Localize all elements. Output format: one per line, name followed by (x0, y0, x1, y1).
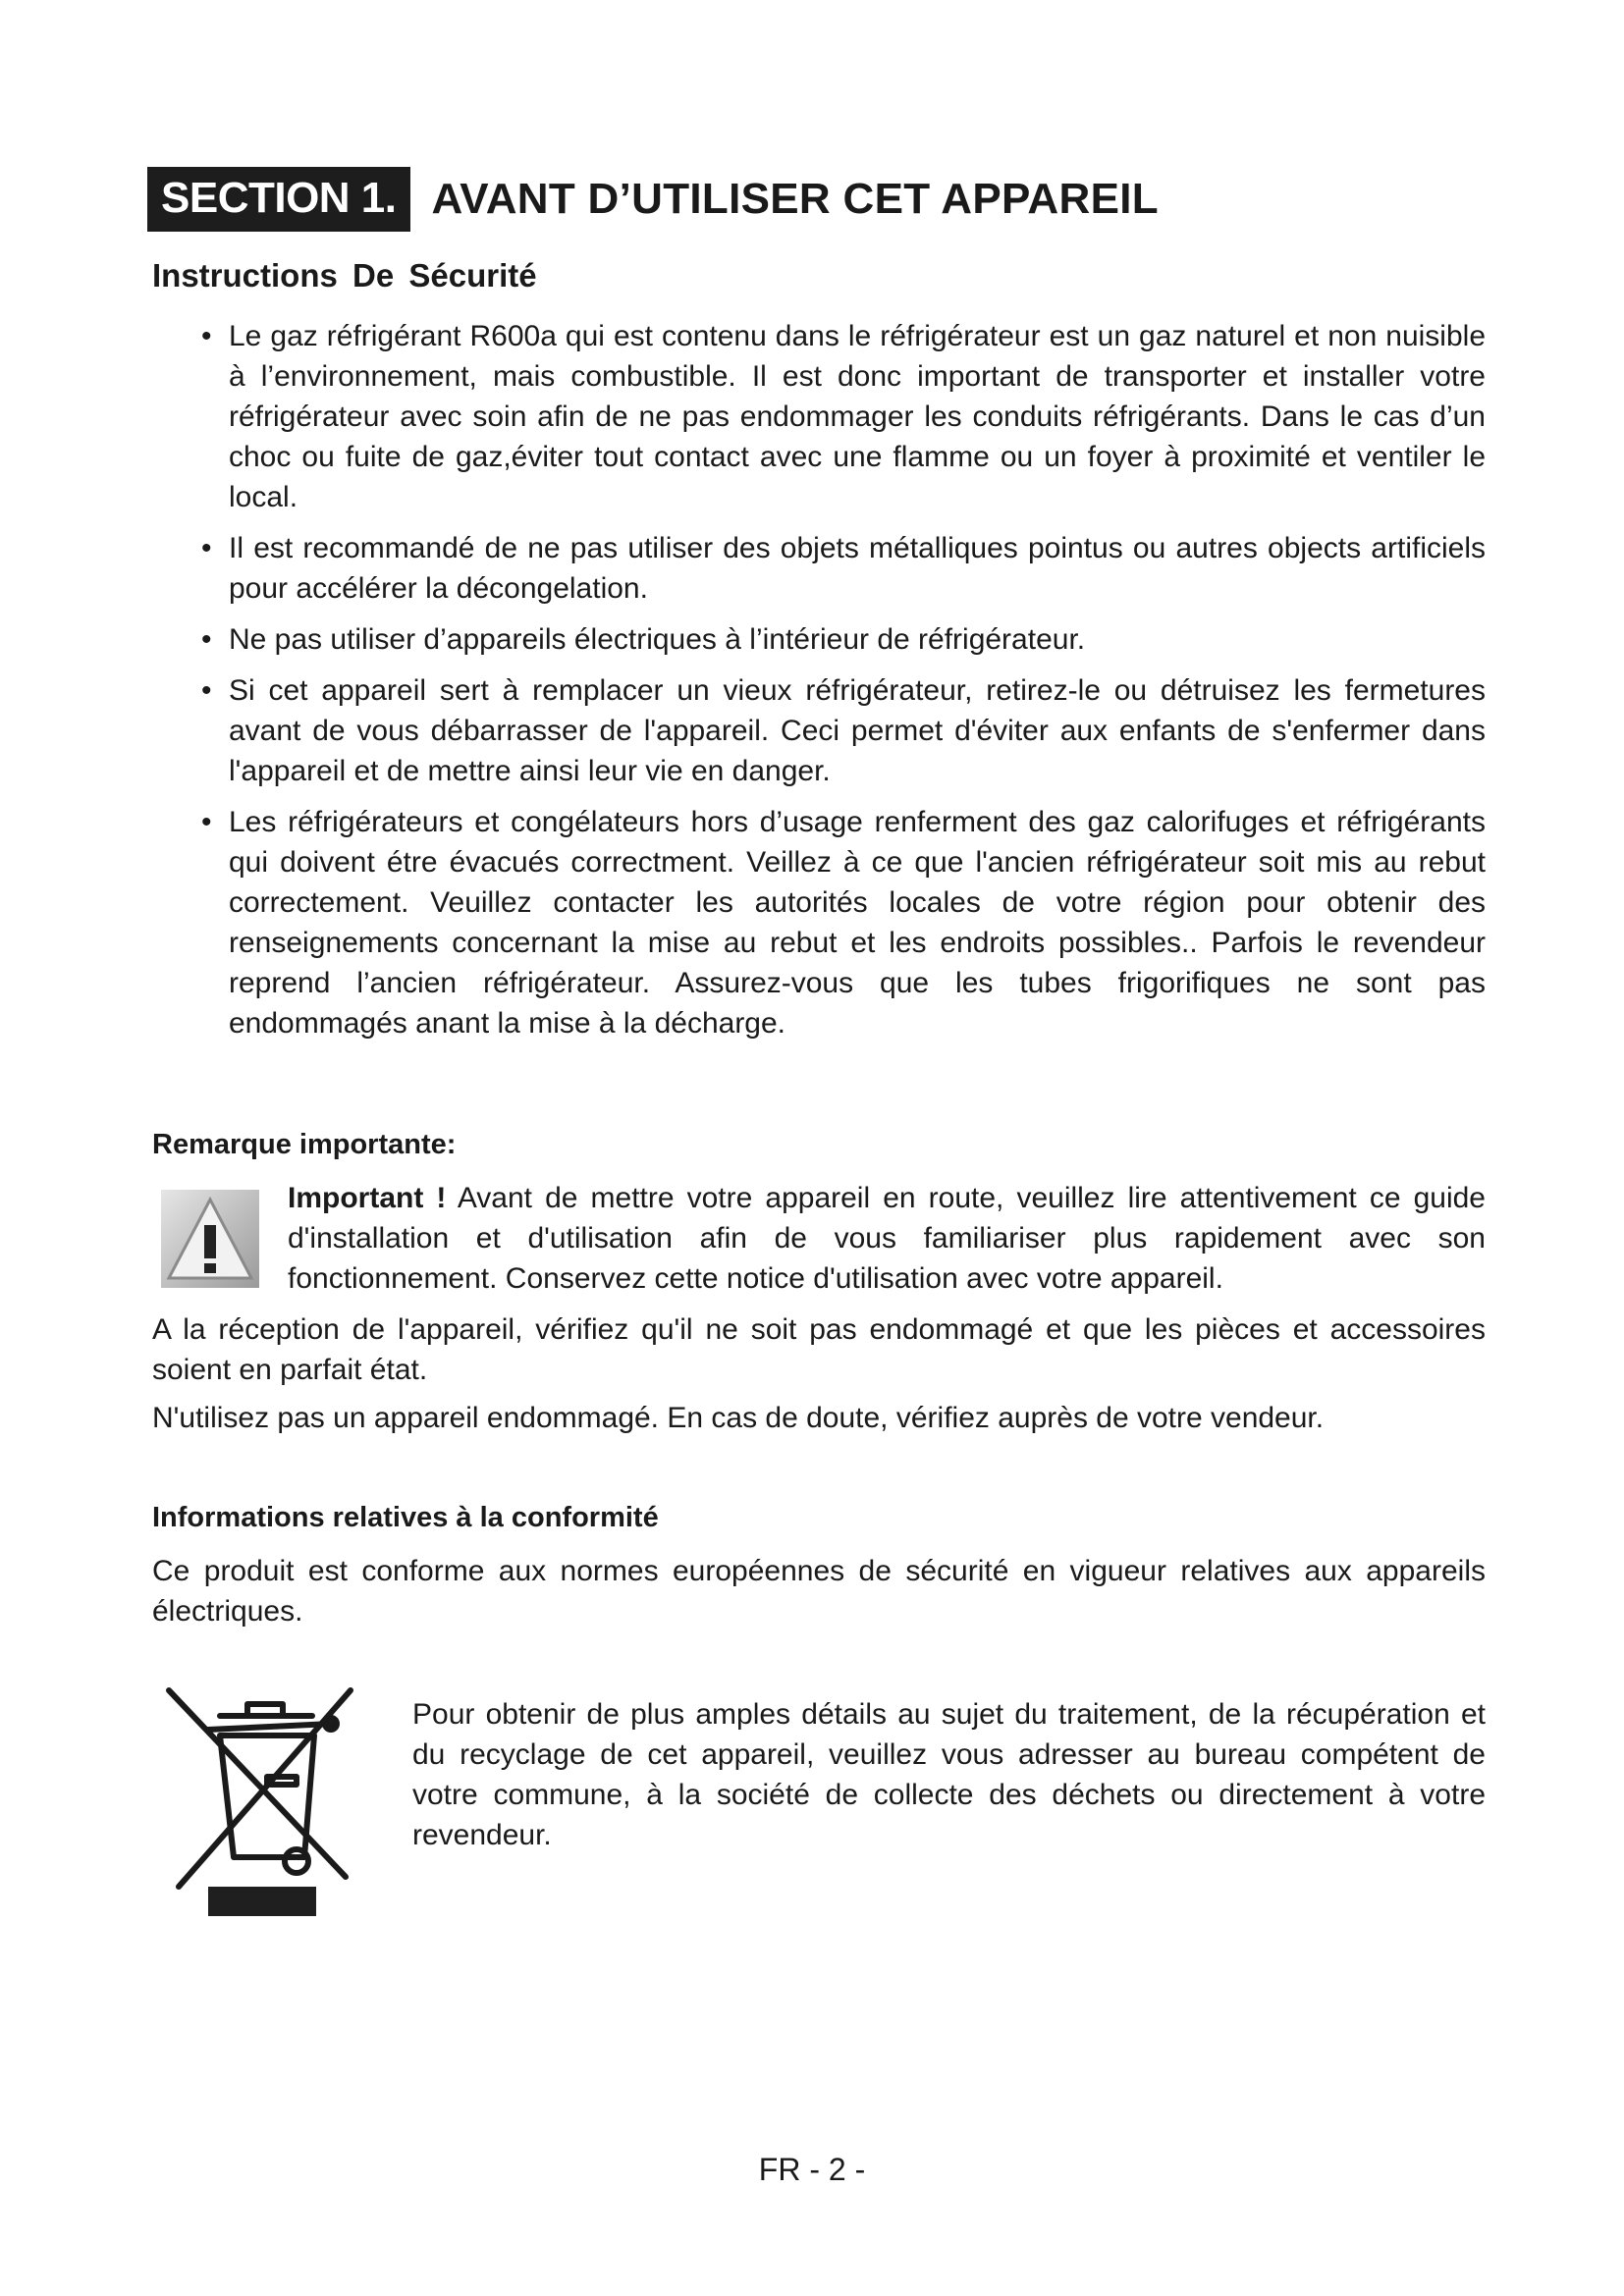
list-item: • Les réfrigérateurs et congélateurs hors d’usage renferment des gaz calorifuges et réfrigérants qui doivent étre évacués correctment. Veillez à ce que l'ancien réfrigérateur soit mis au rebut correctement. Veuillez contacter les autorités locales de votre région pour obtenir des renseignements concernant la mise au rebut et les endroits possibles.. Parfois le revendeur reprend l’ancien réfrigérateur. Assurez-vous que les tubes frigorifiques ne sont pas endommagés anant la mise à la décharge. (201, 802, 1486, 1043)
list-item: • Il est recommandé de ne pas utiliser des objets métalliques pointus ou autres objects artificiels pour accélérer la décongelation. (201, 528, 1486, 609)
important-notice: Important ! Avant de mettre votre appareil en route, veuillez lire attentivement ce guide d'installation et d'utilisation afin de vous familiariser plus rapidement avec son fonctionnement. Conservez cette notice d'utilisation avec votre appareil. (288, 1182, 1486, 1295)
page-number: FR - 2 - (758, 2152, 866, 2187)
safety-instructions-heading: Instructions De Sécurité (152, 257, 537, 294)
list-item: • Le gaz réfrigérant R600a qui est contenu dans le réfrigérateur est un gaz naturel et non nuisible à l’environnement, mais combustible. Il est donc important de transporter et installer votre réfrigérateur avec soin afin de ne pas endommager les conduits réfrigérants. Dans le cas d’un choc ou fuite de gaz,éviter tout contact avec une flamme ou un foyer à proximité et ventiler le local. (201, 316, 1486, 517)
important-label: Important ! (288, 1182, 447, 1214)
remark-heading: Remarque importante: (152, 1129, 457, 1160)
recycling-paragraph: Pour obtenir de plus amples détails au sujet du traitement, de la récupération et du recyclage de cet appareil, veuillez vous adresser au bureau compétent de votre commune, à la société de collecte des déchets ou directement à votre revendeur. (412, 1698, 1486, 1851)
list-item: • Si cet appareil sert à remplacer un vieux réfrigérateur, retirez-le ou détruisez les fermetures avant de vous débarrasser de l'appareil. Ceci permet d'éviter aux enfants de s'enfermer dans l'appareil et de mettre ainsi leur vie en danger. (201, 670, 1486, 791)
section-badge: SECTION 1. (147, 167, 410, 232)
bullet-icon: • (201, 623, 212, 656)
list-item: • Ne pas utiliser d’appareils électriques à l’intérieur de réfrigérateur. (201, 619, 1486, 660)
conformity-paragraph: Ce produit est conforme aux normes européennes de sécurité en vigueur relatives aux appareils électriques. (152, 1555, 1486, 1628)
bullet-icon: • (201, 674, 212, 707)
section-header (147, 167, 1159, 232)
safety-bullet-list (201, 316, 1486, 1054)
page-title: AVANT D’UTILISER CET APPAREIL (431, 175, 1159, 223)
bullet-icon: • (201, 806, 212, 838)
reception-paragraph: A la réception de l'appareil, vérifiez qu'il ne soit pas endommagé et que les pièces et accessoires soient en parfait état. (152, 1313, 1486, 1386)
warning-icon (159, 1188, 261, 1290)
bullet-icon: • (201, 532, 212, 564)
conformity-heading: Informations relatives à la conformité (152, 1502, 659, 1533)
damage-paragraph: N'utilisez pas un appareil endommagé. En cas de doute, vérifiez auprès de votre vendeur. (152, 1402, 1325, 1434)
bullet-icon: • (201, 320, 212, 352)
crossed-out-bin-icon (159, 1681, 365, 1926)
